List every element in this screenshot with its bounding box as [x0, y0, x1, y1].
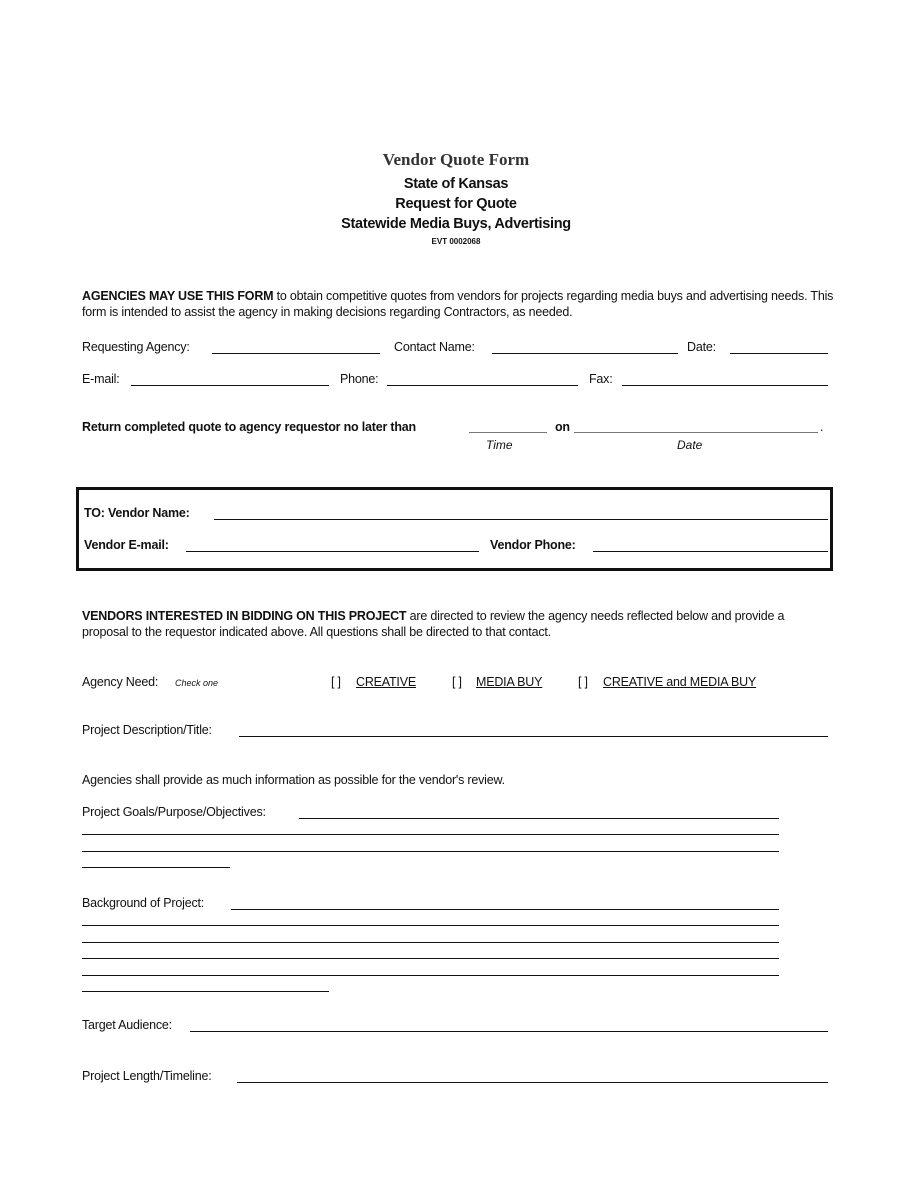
project-description-label: Project Description/Title: — [82, 723, 212, 737]
return-on-label: on — [555, 420, 570, 434]
background-label: Background of Project: — [82, 896, 205, 910]
event-code: EVT 0002068 — [431, 237, 481, 246]
form-title: Vendor Quote Form — [382, 150, 530, 169]
vendor-box — [76, 487, 833, 571]
vendor-phone-field[interactable] — [593, 551, 828, 552]
date-caption: Date — [677, 438, 703, 452]
contact-name-field[interactable] — [492, 353, 678, 354]
vendor-phone-label: Vendor Phone: — [490, 538, 576, 552]
vendors-text: are directed to review the agency needs reflected below and provide a proposal to the requestor indicated above. All questions shall be directed to that contact. — [82, 609, 785, 639]
project-goals-field-3[interactable] — [82, 851, 779, 852]
background-field-2[interactable] — [82, 925, 779, 926]
return-period: . — [820, 420, 824, 434]
contact-name-label: Contact Name: — [394, 340, 475, 354]
creative-checkbox[interactable]: [ ] — [331, 675, 341, 689]
info-note: Agencies shall provide as much information as possible for the vendor's review. — [82, 773, 505, 787]
background-field-5[interactable] — [82, 975, 779, 976]
project-goals-field-2[interactable] — [82, 834, 779, 835]
rfq-heading: Request for Quote — [395, 196, 517, 212]
target-audience-field[interactable] — [190, 1031, 828, 1032]
return-date-field[interactable] — [574, 432, 818, 433]
media-buy-option[interactable]: MEDIA BUY — [476, 675, 543, 689]
vendor-email-label: Vendor E-mail: — [84, 538, 169, 552]
email-field[interactable] — [131, 385, 329, 386]
return-time-field[interactable] — [469, 432, 547, 433]
agency-need-hint: Check one — [175, 678, 219, 688]
phone-label: Phone: — [340, 372, 379, 386]
vendors-bold: VENDORS INTERESTED IN BIDDING ON THIS PROJECT — [82, 609, 407, 623]
date-field[interactable] — [730, 353, 828, 354]
project-description-field[interactable] — [239, 736, 828, 737]
creative-option[interactable]: CREATIVE — [356, 675, 416, 689]
fax-label: Fax: — [589, 372, 613, 386]
creative-and-media-buy-option[interactable]: CREATIVE and MEDIA BUY — [603, 675, 757, 689]
creative-and-media-buy-checkbox[interactable]: [ ] — [578, 675, 588, 689]
vendor-name-field[interactable] — [214, 519, 828, 520]
project-length-field[interactable] — [237, 1082, 828, 1083]
vendor-email-field[interactable] — [186, 551, 479, 552]
email-label: E-mail: — [82, 372, 120, 386]
intro-text: to obtain competitive quotes from vendors for projects regarding media buys and advertising needs. This form is intended to assist the agency in making decisions regarding Contractors, as needed. — [82, 289, 834, 319]
fax-field[interactable] — [622, 385, 828, 386]
vendors-paragraph — [82, 608, 832, 640]
background-field-3[interactable] — [82, 942, 779, 943]
background-field-1[interactable] — [231, 909, 779, 910]
project-goals-label: Project Goals/Purpose/Objectives: — [82, 805, 266, 819]
date-label: Date: — [687, 340, 716, 354]
time-caption: Time — [486, 438, 513, 452]
vendor-name-label: TO: Vendor Name: — [84, 506, 190, 520]
intro-bold: AGENCIES MAY USE THIS FORM — [82, 289, 274, 303]
intro-paragraph — [82, 288, 842, 320]
project-goals-field-1[interactable] — [299, 818, 779, 819]
media-buy-checkbox[interactable]: [ ] — [452, 675, 462, 689]
return-instruction: Return completed quote to agency requestor no later than — [82, 420, 416, 434]
target-audience-label: Target Audience: — [82, 1018, 172, 1032]
background-field-4[interactable] — [82, 958, 779, 959]
requesting-agency-label: Requesting Agency: — [82, 340, 190, 354]
project-length-label: Project Length/Timeline: — [82, 1069, 212, 1083]
background-field-6[interactable] — [82, 991, 329, 992]
agency-need-label: Agency Need: — [82, 675, 159, 689]
state-heading: State of Kansas — [403, 176, 509, 192]
project-goals-field-4[interactable] — [82, 867, 230, 868]
phone-field[interactable] — [387, 385, 578, 386]
requesting-agency-field[interactable] — [212, 353, 380, 354]
contract-heading: Statewide Media Buys, Advertising — [341, 216, 571, 232]
